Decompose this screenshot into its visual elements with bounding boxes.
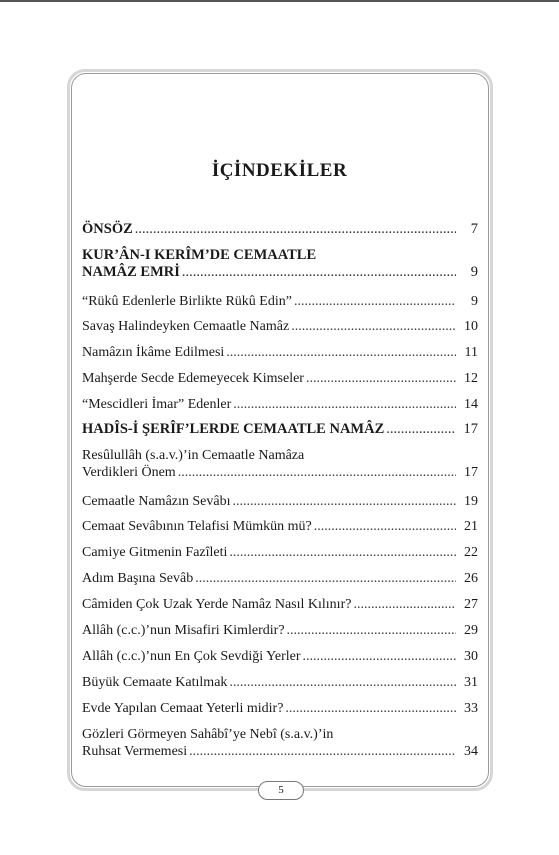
toc-entry[interactable]: ÖNSÖZ ..... 7: [82, 221, 478, 238]
toc-entry[interactable]: Mahşerde Secde Edemeyecek Kimseler ..... 12: [82, 370, 478, 387]
toc-entry[interactable]: KUR’ÂN-I KERÎM’DE CEMAATLE NAMÂZ EMRİ ..... 9: [82, 247, 478, 281]
toc-entry[interactable]: Camiye Gitmenin Fazîleti ..... 22: [82, 544, 478, 561]
toc-entry[interactable]: Büyük Cemaate Katılmak ..... 31: [82, 674, 478, 691]
toc-entry[interactable]: Allâh (c.c.)’nun Misafiri Kimlerdir? ..... 29: [82, 622, 478, 639]
toc-entry[interactable]: Gözleri Görmeyen Sahâbî’ye Nebî (s.a.v.)’in Ruhsat Vermemesi ..... 34: [82, 726, 478, 760]
toc-entry[interactable]: HADÎS-İ ŞERÎF’LERDE CEMAATLE NAMÂZ ..... 17: [82, 421, 478, 438]
toc-entry[interactable]: “Mescidleri İmar” Edenler ..... 14: [82, 396, 478, 413]
toc-entry[interactable]: Cemaat Sevâbının Telafisi Mümkün mü? ..... 21: [82, 518, 478, 535]
page-number: 5: [258, 781, 304, 800]
toc-entry[interactable]: Cemaatle Namâzın Sevâbı ..... 19: [82, 493, 478, 510]
toc-entry[interactable]: Evde Yapılan Cemaat Yeterli midir? ..... 33: [82, 700, 478, 717]
page-title: İÇİNDEKİLER: [211, 160, 348, 181]
toc-entry[interactable]: Resûlullâh (s.a.v.)’in Cemaatle Namâza Verdikleri Önem ..... 17: [82, 447, 478, 481]
toc-entry[interactable]: Adım Başına Sevâb ..... 26: [82, 570, 478, 587]
toc-entry[interactable]: “Rükû Edenlerle Birlikte Rükû Edin” ..... 9: [82, 293, 478, 310]
top-rule: [0, 0, 559, 2]
toc-entry[interactable]: Namâzın İkâme Edilmesi ..... 11: [82, 344, 478, 361]
toc-entry[interactable]: Savaş Halindeyken Cemaatle Namâz ..... 10: [82, 318, 478, 335]
toc-entry[interactable]: Câmiden Çok Uzak Yerde Namâz Nasıl Kılınır? ..... 27: [82, 596, 478, 613]
toc-entry[interactable]: Allâh (c.c.)’nun En Çok Sevdiği Yerler ..... 30: [82, 648, 478, 665]
